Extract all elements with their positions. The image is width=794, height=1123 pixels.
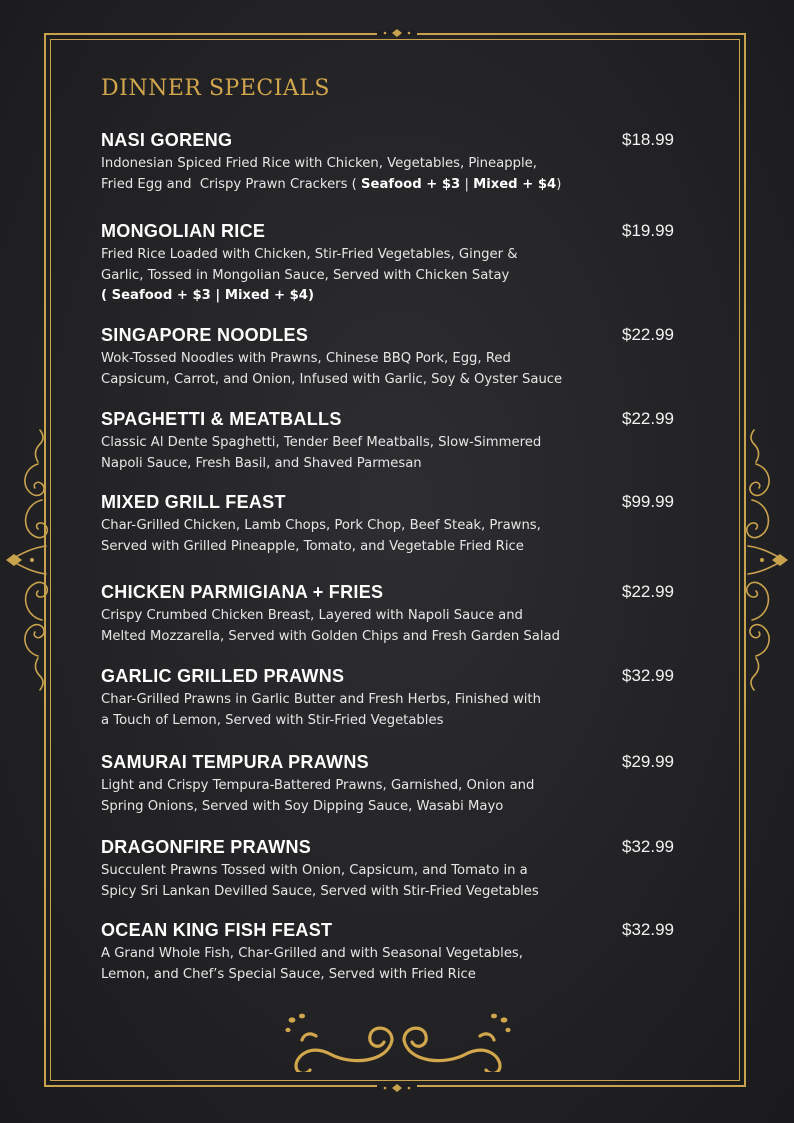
item-name: MIXED GRILL FEAST	[101, 492, 286, 512]
item-name: OCEAN KING FISH FEAST	[101, 920, 333, 940]
description-line: Crispy Crumbed Chicken Breast, Layered with Napoli Sauce and	[101, 608, 523, 623]
item-description	[101, 433, 661, 474]
separator: |	[460, 176, 474, 192]
description-line: Fried Rice Loaded with Chicken, Stir-Fried Vegetables, Ginger &	[101, 247, 518, 262]
item-description	[101, 349, 661, 390]
side-scroll-flourish-right-icon	[742, 420, 792, 700]
item-price: $99.99	[622, 492, 674, 511]
frame-top-diamond-icon	[377, 26, 417, 40]
item-name: GARLIC GRILLED PRAWNS	[101, 666, 345, 686]
item-name: MONGOLIAN RICE	[101, 221, 266, 241]
description-line: Capsicum, Carrot, and Onion, Infused with Garlic, Soy & Oyster Sauce	[101, 371, 563, 387]
description-line: Char-Grilled Prawns in Garlic Butter and Fresh Herbs, Finished with	[101, 692, 541, 707]
item-name: DRAGONFIRE PRAWNS	[101, 837, 312, 857]
description-line	[101, 286, 661, 307]
description-line: Indonesian Spiced Fried Rice with Chicken, Vegetables, Pineapple,	[101, 156, 537, 171]
description-line: Succulent Prawns Tossed with Onion, Capsicum, and Tomato in a	[101, 863, 528, 878]
description-line: Garlic, Tossed in Mongolian Sauce, Served with Chicken Satay	[101, 267, 510, 283]
item-description	[101, 516, 661, 557]
item-description	[101, 776, 661, 817]
description-line: a Touch of Lemon, Served with Stir-Fried Vegetables	[101, 712, 444, 728]
description-line: Light and Crispy Tempura-Battered Prawns, Garnished, Onion and	[101, 778, 535, 793]
mixed-price-note: Mixed + $4	[473, 176, 557, 192]
seafood-price-note: Seafood + $3	[361, 176, 461, 192]
item-price: $22.99	[622, 409, 674, 428]
item-price: $22.99	[622, 582, 674, 601]
item-price: $18.99	[622, 130, 674, 149]
description-line	[101, 175, 661, 196]
description-line: Lemon, and Chef’s Special Sauce, Served with Fried Rice	[101, 966, 476, 982]
item-price: $32.99	[622, 837, 674, 856]
description-text: Fried Egg and Crispy Prawn Crackers (	[101, 176, 362, 192]
item-description	[101, 690, 661, 731]
description-line: Napoli Sauce, Fresh Basil, and Shaved Parmesan	[101, 455, 422, 471]
description-line: Melted Mozzarella, Served with Golden Chips and Fresh Garden Salad	[101, 628, 561, 644]
item-name: SPAGHETTI & MEATBALLS	[101, 409, 342, 429]
description-line: Spring Onions, Served with Soy Dipping Sauce, Wasabi Mayo	[101, 798, 504, 814]
item-name: CHICKEN PARMIGIANA + FRIES	[101, 582, 384, 602]
description-line: Char-Grilled Chicken, Lamb Chops, Pork Chop, Beef Steak, Prawns,	[101, 518, 541, 533]
frame-bottom-diamond-icon	[377, 1081, 417, 1095]
item-price: $32.99	[622, 920, 674, 939]
extra-price-note: ( Seafood + $3 | Mixed + $4)	[101, 288, 314, 303]
item-description	[101, 606, 661, 647]
description-line: Wok-Tossed Noodles with Prawns, Chinese BBQ Pork, Egg, Red	[101, 351, 511, 366]
item-description	[101, 861, 661, 902]
item-price: $32.99	[622, 666, 674, 685]
bottom-scroll-flourish-icon	[276, 1010, 520, 1072]
item-price: $22.99	[622, 325, 674, 344]
item-name: SAMURAI TEMPURA PRAWNS	[101, 752, 369, 772]
description-line: Spicy Sri Lankan Devilled Sauce, Served with Stir-Fried Vegetables	[101, 883, 539, 899]
item-price: $19.99	[622, 221, 674, 240]
item-description	[101, 154, 661, 195]
side-scroll-flourish-left-icon	[2, 420, 52, 700]
description-line: A Grand Whole Fish, Char-Grilled and with Seasonal Vegetables,	[101, 946, 523, 961]
item-price: $29.99	[622, 752, 674, 771]
item-name: SINGAPORE NOODLES	[101, 325, 309, 345]
description-line: Served with Grilled Pineapple, Tomato, and Vegetable Fried Rice	[101, 538, 524, 554]
closing-paren: )	[556, 176, 562, 192]
description-line: Classic Al Dente Spaghetti, Tender Beef Meatballs, Slow-Simmered	[101, 435, 542, 450]
item-description	[101, 944, 661, 985]
item-description	[101, 245, 661, 307]
item-name: NASI GORENG	[101, 130, 233, 150]
menu-title: DINNER SPECIALS	[101, 76, 330, 101]
